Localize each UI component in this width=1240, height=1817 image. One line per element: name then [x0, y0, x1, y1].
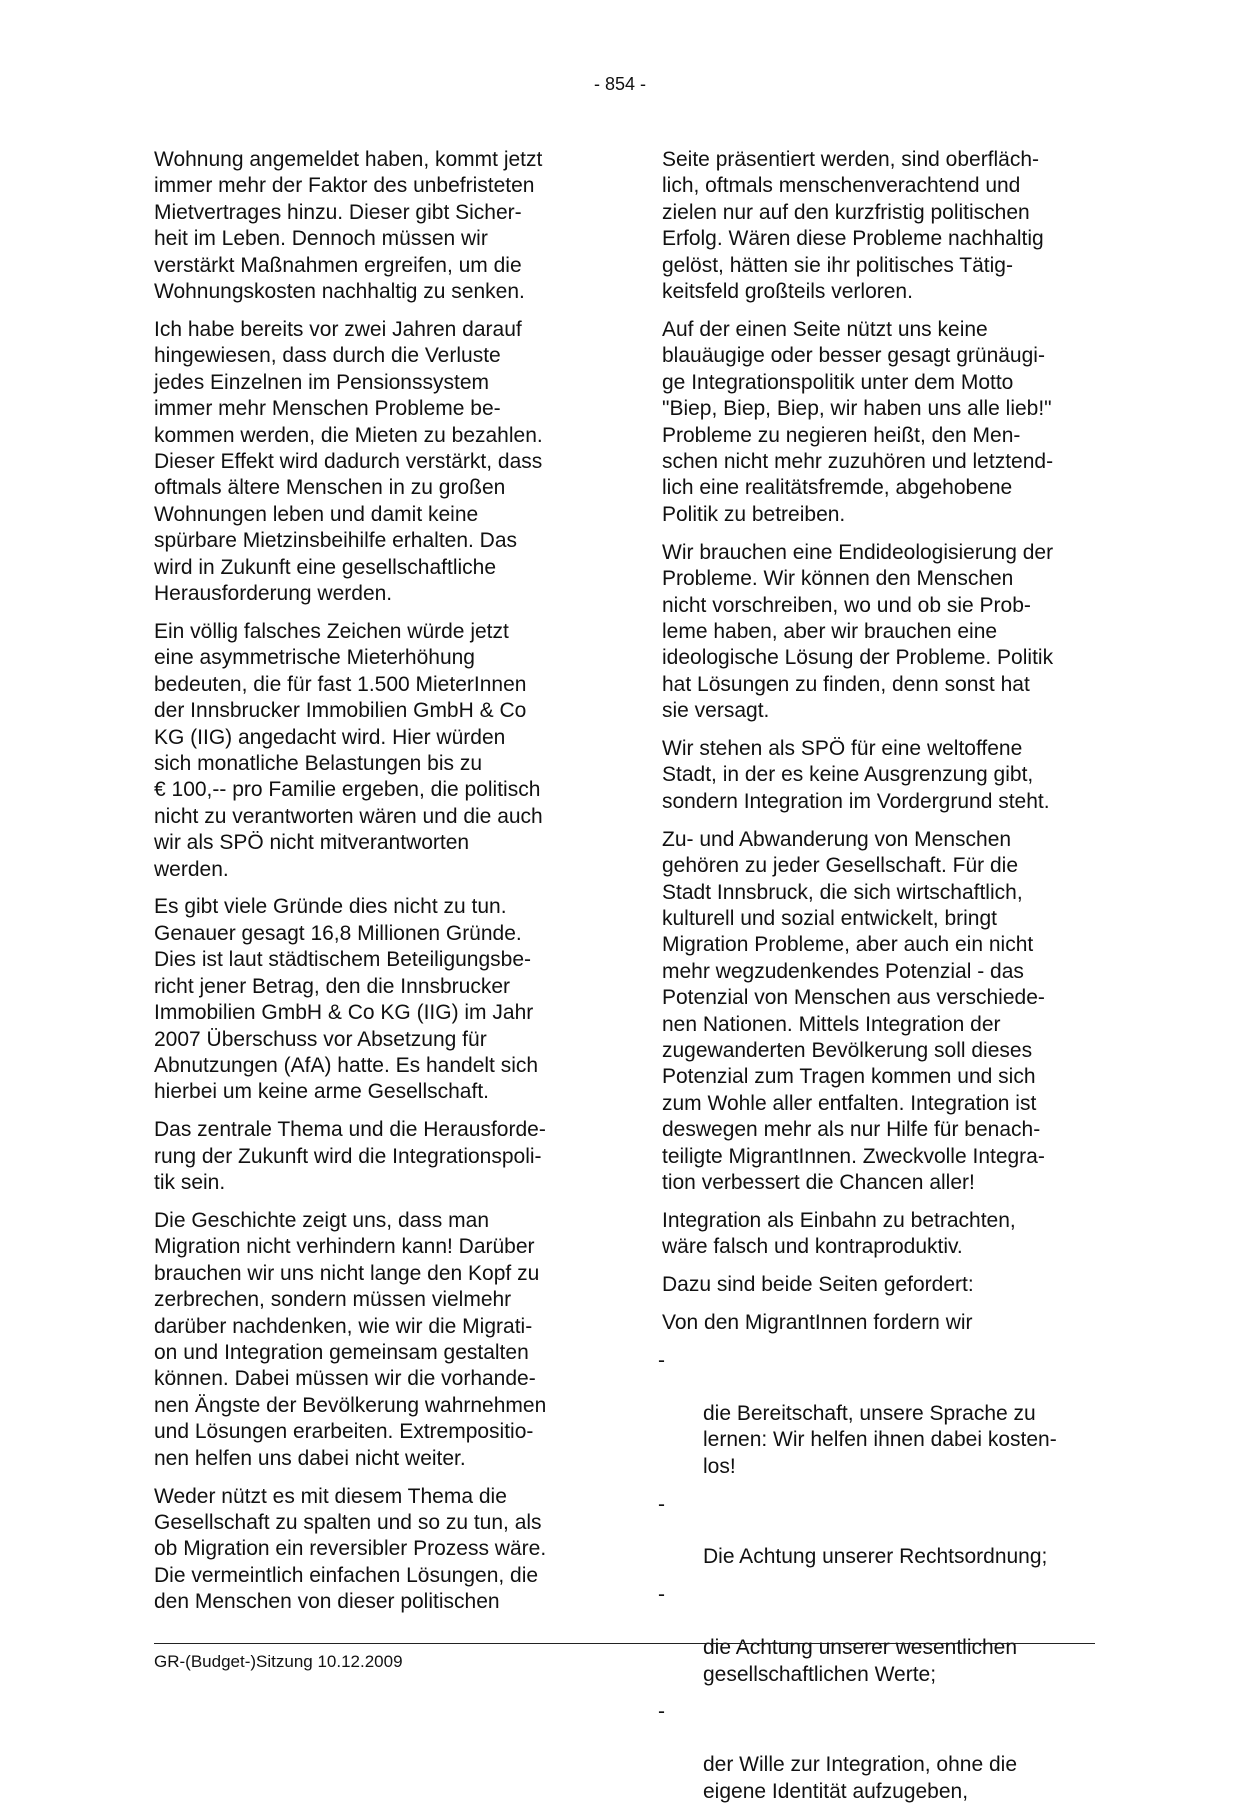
bullet-dash: -	[658, 1349, 665, 1373]
list-item	[658, 1492, 1102, 1571]
footer-divider	[154, 1643, 1095, 1644]
footer: GR-(Budget-)Sitzung 10.12.2009	[154, 1652, 403, 1671]
paragraph: Integration als Einbahn zu betrachten, wäre falsch und kontraproduktiv.	[662, 1208, 1016, 1259]
list-item	[658, 1348, 1102, 1480]
left-column	[154, 147, 594, 1627]
paragraph: Seite präsentiert werden, sind oberfläch- lich, oftmals menschenverachtend und zielen nur auf den kurzfristig politischen Erfolg. Wären diese Probleme nachhaltig gelöst, hätten sie ihr politisches Tätig- keitsfeld großteils verloren.	[662, 148, 1044, 304]
paragraph: Ein völlig falsches Zeichen würde jetzt eine asymmetrische Mieterhöhung bedeuten, die für fast 1.500 MieterInnen der Innsbrucker Immobilien GmbH & Co KG (IIG) angedacht wird. Hier würden sich monatliche Belastungen bis zu € 100,-- pro Familie ergeben, die politisch nicht zu verantworten wären und die auch wir als SPÖ nicht mitverantworten werden.	[154, 619, 543, 881]
bullet-dash: -	[658, 1492, 665, 1516]
list-item-text: die Bereitschaft, unsere Sprache zu lernen: Wir helfen ihnen dabei kosten- los!	[703, 1401, 1057, 1478]
list-item	[658, 1699, 1102, 1805]
paragraph: Die Geschichte zeigt uns, dass man Migration nicht verhindern kann! Darüber brauchen wir uns nicht lange den Kopf zu zerbrechen, sondern müssen vielmehr darüber nachdenken, wie wir die Migrati- on und Integration gemeinsam gestalten können. Dabei müssen wir die vorhande- nen Ängste der Bevölkerung wahrnehmen und Lösungen erarbeiten. Extrempositio- nen helfen uns dabei nicht weiter.	[154, 1208, 547, 1470]
paragraph: Wir brauchen eine Endideologisierung der Probleme. Wir können den Menschen nicht vorschreiben, wo und ob sie Prob- leme haben, aber wir brauchen eine ideologische Lösung der Probleme. Politik hat Lösungen zu finden, denn sonst hat sie versagt.	[662, 540, 1054, 723]
paragraph: Wir stehen als SPÖ für eine weltoffene Stadt, in der es keine Ausgrenzung gibt, sondern Integration im Vordergrund steht.	[662, 737, 1050, 813]
paragraph: Ich habe bereits vor zwei Jahren darauf hingewiesen, dass durch die Verluste jedes Einzelnen im Pensionssystem immer mehr Menschen Probleme be- kommen werden, die Mieten zu bezahlen. Dieser Effekt wird dadurch verstärkt, dass oftmals ältere Menschen in zu großen Wohnungen leben und damit keine spürbare Mietzinsbeihilfe erhalten. Das wird in Zukunft eine gesellschaftliche Herausforderung werden.	[154, 317, 543, 605]
paragraph: Das zentrale Thema und die Herausforde- rung der Zukunft wird die Integrationspoli- tik sein.	[154, 1118, 546, 1195]
paragraph: Zu- und Abwanderung von Menschen gehören zu jeder Gesellschaft. Für die Stadt Innsbruck, die sich wirtschaftlich, kulturell und sozial entwickelt, bringt Migration Probleme, aber auch ein nicht mehr wegzudenkendes Potenzial - das Potenzial von Menschen aus verschiede- nen Nationen. Mittels Integration der zugewanderten Bevölkerung soll dieses Potenzial zum Tragen kommen und sich zum Wohle aller entfalten. Integration ist deswegen mehr als nur Hilfe für benach- teiligte MigrantInnen. Zweckvolle Integra- tion verbessert die Chancen aller!	[662, 827, 1045, 1195]
right-column	[658, 147, 1102, 1817]
paragraph: Von den MigrantInnen fordern wir	[662, 1311, 973, 1335]
list-item-text: die Achtung unserer wesentlichen gesellschaftlichen Werte;	[703, 1636, 1018, 1686]
list-item-text: Die Achtung unserer Rechtsordnung;	[703, 1545, 1048, 1569]
page-number: - 854 -	[593, 74, 647, 94]
list-item-text: der Wille zur Integration, ohne die eigene Identität aufzugeben,	[703, 1753, 1018, 1803]
paragraph: Wohnung angemeldet haben, kommt jetzt immer mehr der Faktor des unbefristeten Mietvertrages hinzu. Dieser gibt Sicher- heit im Leben. Dennoch müssen wir verstärkt Maßnahmen ergreifen, um die Wohnungskosten nachhaltig zu senken.	[154, 148, 543, 304]
paragraph: Auf der einen Seite nützt uns keine blauäugige oder besser gesagt grünäugi- ge Integrationspolitik unter dem Motto "Biep, Biep, Biep, wir haben uns alle lieb!" Probleme zu negieren heißt, den Men- schen nicht mehr zuzuhören und letztend- lich eine realitätsfremde, abgehobene Politik zu betreiben.	[662, 317, 1054, 526]
bullet-dash: -	[658, 1700, 665, 1724]
paragraph: Dazu sind beide Seiten gefordert:	[662, 1273, 974, 1297]
paragraph: Weder nützt es mit diesem Thema die Gesellschaft zu spalten und so zu tun, als ob Migration ein reversibler Prozess wäre. Die vermeintlich einfachen Lösungen, die den Menschen von dieser politischen	[154, 1484, 547, 1614]
paragraph: Es gibt viele Gründe dies nicht zu tun. Genauer gesagt 16,8 Millionen Gründe. Dies ist laut städtischem Beteiligungsbe- richt jener Betrag, den die Innsbrucker Immobilien GmbH & Co KG (IIG) im Jahr 2007 Überschuss vor Absetzung für Abnutzungen (AfA) hatte. Es handelt sich hierbei um keine arme Gesellschaft.	[154, 895, 539, 1104]
list-item	[658, 1582, 1102, 1688]
bullet-dash: -	[658, 1583, 665, 1607]
